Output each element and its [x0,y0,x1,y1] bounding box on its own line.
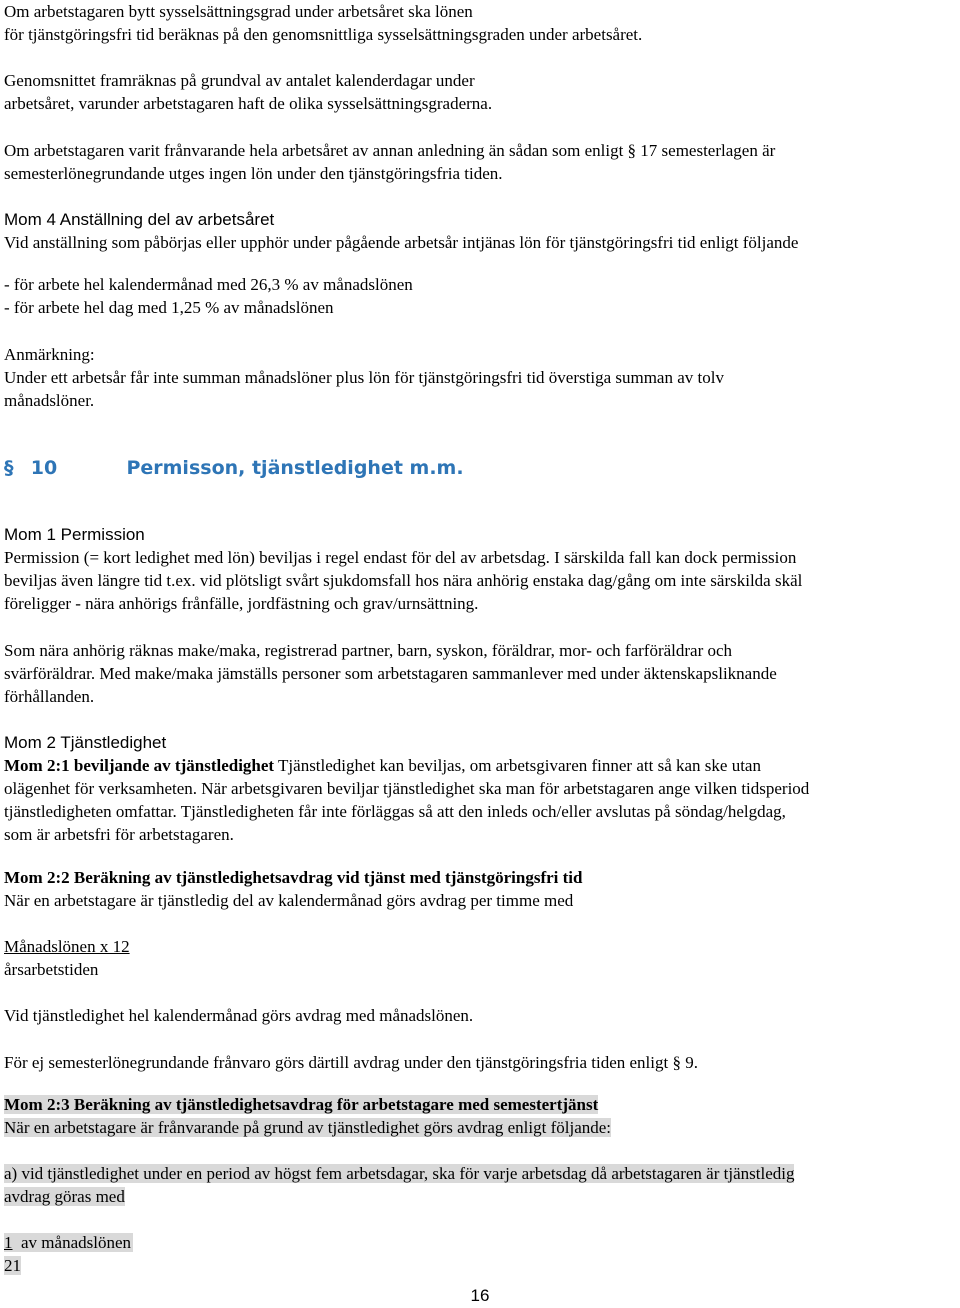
paragraph-line: månadslöner. [4,391,95,410]
chapter-number: 10 [30,457,58,479]
paragraph-line [4,754,761,777]
list-item: - för arbete hel kalendermånad med 26,3 % av månadslönen [4,275,413,294]
paragraph-line [4,1162,794,1185]
paragraph-line: för tjänstgöringsfri tid beräknas på den genomsnittliga sysselsättningsgraden under arbetsåret. [4,25,643,44]
paragraph-text: a) vid tjänstledighet under en period av högst fem arbetsdagar, ska för varje arbetsdag då arbetstagaren är tjänstledig [4,1164,795,1183]
paragraph-text: avdrag göras med [4,1187,125,1206]
paragraph-line: Som nära anhörig räknas make/maka, registrerad partner, barn, syskon, föräldrar, mor- och farföräldrar och [4,641,733,660]
fraction-denominator-line [4,1254,21,1277]
subsection-heading: Mom 2:1 beviljande av tjänstledighet [4,756,275,775]
fraction-text: av månadslönen [12,1233,131,1252]
paragraph-line: För ej semesterlönegrundande frånvaro görs därtill avdrag under den tjänstgöringsfria tiden enligt § 9. [4,1053,698,1072]
formula-numerator: Månadslönen x 12 [4,937,130,956]
fraction-denominator: 21 [4,1256,21,1275]
section-heading: Mom 2 Tjänstledighet [4,733,167,752]
subsection-heading: Mom 2:3 Beräkning av tjänstledighetsavdrag för arbetstagare med semestertjänst [4,1095,599,1114]
paragraph-line: Genomsnittet framräknas på grundval av antalet kalenderdagar under [4,71,475,90]
paragraph-line: semesterlönegrundande utges ingen lön under den tjänstgöringsfria tiden. [4,164,503,183]
paragraph-text: När en arbetstagare är frånvarande på grund av tjänstledighet görs avdrag enligt följande: [4,1118,612,1137]
paragraph-line: beviljas även längre tid t.ex. vid plötsligt svårt sjukdomsfall hos nära anhörig enstaka dag/gång om inte särskilda skäl [4,571,803,590]
paragraph-symbol: § [4,457,14,479]
page-number: 16 [470,1286,490,1305]
paragraph-line: Om arbetstagaren bytt sysselsättningsgrad under arbetsåret ska lönen [4,2,473,21]
fraction-line [4,1231,133,1254]
section-heading: Mom 1 Permission [4,525,145,544]
subsection-heading-line [4,1093,598,1116]
paragraph-line: tjänstledigheten omfattar. Tjänstledigheten får inte förläggas så att den inleds och/eller avslutas på söndag/helgdag, [4,802,786,821]
paragraph-line: Om arbetstagaren varit frånvarande hela arbetsåret av annan anledning än sådan som enligt § 17 semesterlagen är [4,141,776,160]
paragraph-line: olägenhet för verksamheten. När arbetsgivaren beviljar tjänstledighet ska man för arbetstagaren ange vilken tidsperiod [4,779,810,798]
paragraph-line: Permission (= kort ledighet med lön) beviljas i regel endast för del av arbetsdag. I särskilda fall kan dock permission [4,548,797,567]
paragraph-line: Under ett arbetsår får inte summan månadslöner plus lön för tjänstgöringsfri tid överstiga summan av tolv [4,368,724,387]
paragraph-line: som är arbetsfri för arbetstagaren. [4,825,234,844]
paragraph-line: föreligger - nära anhörigs frånfälle, jordfästning och grav/urnsättning. [4,594,479,613]
paragraph-line: svärföräldrar. Med make/maka jämställs personer som arbetstagaren sammanlever med under äktenskapsliknande [4,664,777,683]
note-label: Anmärkning: [4,345,95,364]
fraction-numerator: 1 [4,1233,13,1252]
paragraph-line: När en arbetstagare är tjänstledig del av kalendermånad görs avdrag per timme med [4,891,574,910]
section-heading: Mom 4 Anställning del av arbetsåret [4,210,275,229]
paragraph-text: Tjänstledighet kan beviljas, om arbetsgivaren finner att så kan ske utan [274,756,761,775]
chapter-title: Permisson, tjänstledighet m.m. [126,457,464,479]
subsection-heading: Mom 2:2 Beräkning av tjänstledighetsavdrag vid tjänst med tjänstgöringsfri tid [4,868,583,887]
paragraph-line [4,1116,611,1139]
paragraph-line [4,1185,125,1208]
paragraph-line: Vid anställning som påbörjas eller upphör under pågående arbetsår intjänas lön för tjänstgöringsfri tid enligt följande [4,233,799,252]
formula-denominator: årsarbetstiden [4,960,99,979]
paragraph-line: Vid tjänstledighet hel kalendermånad görs avdrag med månadslönen. [4,1006,474,1025]
paragraph-line: förhållanden. [4,687,95,706]
chapter-heading [4,455,464,481]
list-item: - för arbete hel dag med 1,25 % av månadslönen [4,298,334,317]
paragraph-line: arbetsåret, varunder arbetstagaren haft de olika sysselsättningsgraderna. [4,94,493,113]
